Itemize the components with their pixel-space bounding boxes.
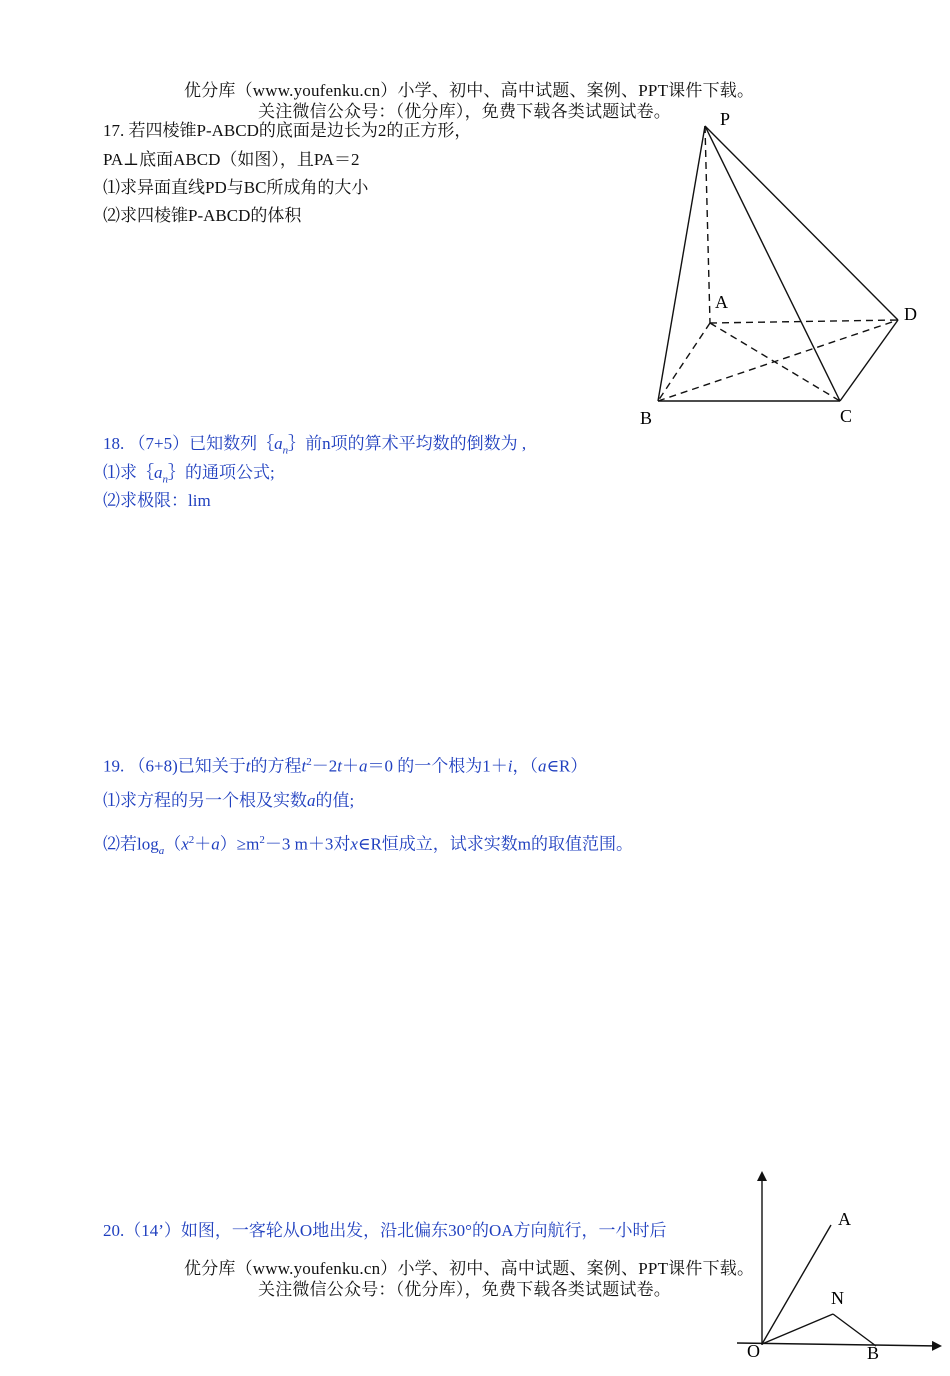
q18-part1-an: a xyxy=(154,463,163,482)
q19-part2-c: ＋ xyxy=(194,834,212,854)
label-C: C xyxy=(840,406,853,426)
segment-NB xyxy=(833,1314,876,1346)
q18-a: a xyxy=(274,434,283,453)
header-line-2: 关注微信公众号：（优分库），免费下载各类试题试卷。 xyxy=(258,102,671,121)
footer-line-2: 关注微信公众号：（优分库），免费下载各类试题试卷。 xyxy=(258,1280,671,1299)
q18-stem-a: 已知数列｛ xyxy=(189,434,275,453)
label-O: O xyxy=(747,1341,760,1361)
q19-s1: 已知关于 xyxy=(177,756,246,776)
q19-part2-f: ∈R恒成立，试求实数m的取值范围。 xyxy=(357,834,634,854)
label-A-fig2: A xyxy=(838,1209,851,1229)
q19-x: x xyxy=(181,834,189,854)
q19-part2-a: ⑵若log xyxy=(103,834,159,854)
q19-s6: ，（ xyxy=(512,756,538,776)
q18-score: （7+5） xyxy=(128,434,190,453)
diag-BD xyxy=(658,320,898,401)
q19-x-sq: 2 xyxy=(188,834,195,846)
q18-stem-b: ｝前n项的算术平均数的倒数为 , xyxy=(288,434,527,453)
q19-score: （6+8) xyxy=(128,756,178,776)
q17-line-2: PA⊥底面ABCD（如图），且PA＝2 xyxy=(103,150,360,169)
q17-part-2: ⑵求四棱锥P-ABCD的体积 xyxy=(103,206,302,225)
q19-t2: t xyxy=(301,756,307,776)
q18-n: n xyxy=(282,444,289,457)
label-P: P xyxy=(720,109,731,129)
label-N: N xyxy=(831,1288,844,1308)
q19-part1-b: 的值; xyxy=(315,791,355,810)
q18-part-2: ⑵求极限：lim xyxy=(103,491,211,510)
q19-s3: －2 xyxy=(311,756,338,776)
pyramid-figure xyxy=(620,108,930,428)
q19-stem xyxy=(103,752,587,777)
footer-line-1: 优分库（www.youfenku.cn）小学、初中、高中试题、案例、PPT课件下载。 xyxy=(184,1259,755,1278)
q17-part-1: ⑴求异面直线PD与BC所成角的大小 xyxy=(103,178,369,197)
label-A: A xyxy=(715,292,728,312)
edge-PD xyxy=(705,126,898,320)
q20-text: 20.（14’）如图，一客轮从O地出发，沿北偏东30°的OA方向航行，一小时后 xyxy=(103,1221,667,1240)
q19-t: t xyxy=(245,756,251,776)
edge-CD xyxy=(840,320,898,401)
q19-part2-var: a xyxy=(211,834,220,854)
q19-part1-a: ⑴求方程的另一个根及实数 xyxy=(103,791,307,810)
header-line-1: 优分库（www.youfenku.cn）小学、初中、高中试题、案例、PPT课件下载。 xyxy=(184,81,755,100)
q19-s2: 的方程 xyxy=(250,756,302,776)
q19-number: 19. xyxy=(103,756,129,776)
q19-part-1 xyxy=(103,791,354,811)
q19-part1-var: a xyxy=(307,791,316,810)
q19-x2: x xyxy=(350,834,358,854)
q19-part2-b: （ xyxy=(164,834,182,854)
q18-stem xyxy=(103,434,526,460)
q18-part1-a: ⑴求｛ xyxy=(103,463,154,482)
q18-part1-b: ｝的通项公式; xyxy=(168,463,275,482)
segment-ON xyxy=(762,1314,833,1344)
q19-a2: a xyxy=(537,756,547,776)
edge-PA xyxy=(705,126,710,323)
edge-AB xyxy=(658,323,710,401)
ray-OA xyxy=(762,1225,831,1344)
q19-i: i xyxy=(507,756,513,776)
q19-s4: ＋ xyxy=(341,756,359,776)
q19-t3: t xyxy=(337,756,342,776)
q19-part2-d: ）≥m xyxy=(219,834,260,854)
east-axis xyxy=(737,1343,940,1346)
label-B-fig2: B xyxy=(867,1343,880,1363)
label-B: B xyxy=(640,408,653,428)
q17-line-1: 17. 若四棱锥P-ABCD的底面是边长为2的正方形， xyxy=(103,121,472,140)
edge-PB xyxy=(658,126,705,401)
navigation-figure xyxy=(735,1165,947,1370)
label-D: D xyxy=(904,304,917,324)
q19-s7: ∈R） xyxy=(546,756,588,776)
q19-a: a xyxy=(358,756,368,776)
edge-AD xyxy=(710,320,898,323)
q18-part-1 xyxy=(103,463,275,489)
q19-log-base: a xyxy=(158,845,165,858)
q18-number: 18. xyxy=(103,434,129,453)
q18-part1-n: n xyxy=(162,473,168,486)
q19-s5: ＝0 的一个根为1＋ xyxy=(367,756,508,776)
q19-sq: 2 xyxy=(306,756,312,768)
q19-part2-e: －3 m＋3对 xyxy=(264,834,351,854)
q19-m-sq: 2 xyxy=(259,834,265,846)
q19-part-2 xyxy=(103,830,633,861)
